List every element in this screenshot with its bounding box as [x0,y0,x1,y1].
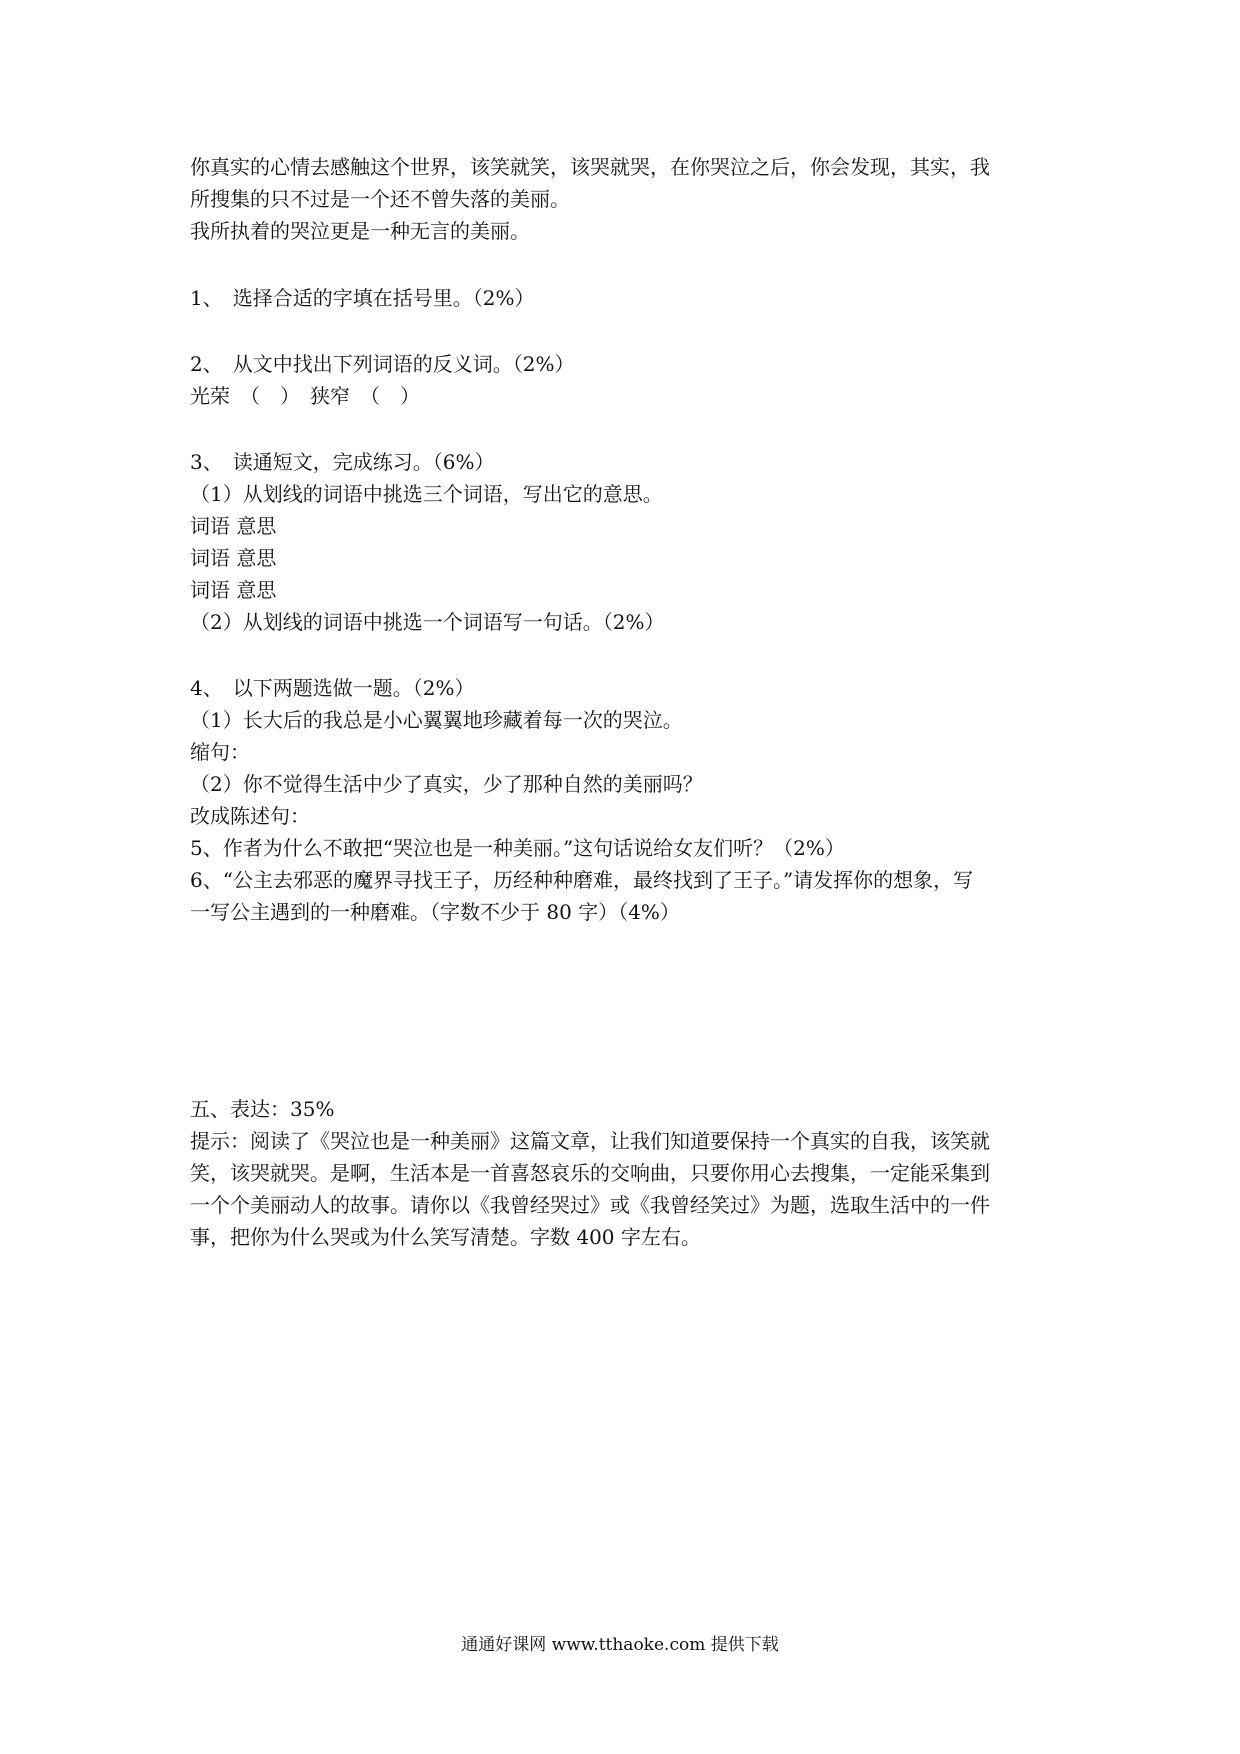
question-4-label-1: 缩句： [190,740,250,764]
question-3-part-2: （2）从划线的词语中挑选一个词语写一句话。（2%） [190,610,665,634]
question-6-line-1: 6、“公主去邪恶的魔界寻找王子，历经种种磨难，最终找到了王子。”请发挥你的想象，写 [190,868,974,892]
question-4-label-2: 改成陈述句： [190,804,310,828]
question-4: 4、 以下两题选做一题。（2%） [190,676,475,700]
expression-prompt-line-2: 笑，该哭就哭。是啊，生活本是一首喜怒哀乐的交响曲，只要你用心去搜集，一定能采集到 [190,1161,990,1185]
passage-line-2: 所搜集的只不过是一个还不曾失落的美丽。 [190,187,570,211]
passage-line-1: 你真实的心情去感触这个世界，该笑就笑，该哭就哭，在你哭泣之后，你会发现，其实，我 [190,155,990,179]
passage-line-3: 我所执着的哭泣更是一种无言的美丽。 [190,219,530,243]
expression-prompt-line-4: 事，把你为什么哭或为什么笑写清楚。字数 400 字左右。 [190,1225,701,1249]
question-3: 3、 读通短文，完成练习。（6%） [190,450,495,474]
question-2: 2、 从文中找出下列词语的反义词。（2%） [190,352,575,376]
question-4-part-2: （2）你不觉得生活中少了真实，少了那种自然的美丽吗？ [190,772,703,796]
question-1: 1、 选择合适的字填在括号里。（2%） [190,286,535,310]
expression-prompt-line-3: 一个个美丽动人的故事。请你以《我曾经哭过》或《我曾经笑过》为题，选取生活中的一件 [190,1193,990,1217]
question-5: 5、作者为什么不敢把“哭泣也是一种美丽。”这句话说给女友们听？（2%） [190,836,845,860]
question-3-word-meaning-2: 词语 意思 [190,546,277,570]
question-3-part-1: （1）从划线的词语中挑选三个词语，写出它的意思。 [190,482,663,506]
question-6-line-2: 一写公主遇到的一种磨难。（字数不少于 80 字）（4%） [190,900,680,924]
question-4-part-1: （1）长大后的我总是小心翼翼地珍藏着每一次的哭泣。 [190,708,683,732]
expression-heading: 五、表达：35% [190,1097,335,1121]
question-2-antonyms: 光荣 （ ） 狭窄 （ ） [190,384,420,408]
question-3-word-meaning-3: 词语 意思 [190,578,277,602]
expression-prompt-line-1: 提示：阅读了《哭泣也是一种美丽》这篇文章，让我们知道要保持一个真实的自我，该笑就 [190,1129,990,1153]
question-3-word-meaning-1: 词语 意思 [190,514,277,538]
page-footer: 通通好课网 www.tthaoke.com 提供下载 [461,1635,779,1655]
